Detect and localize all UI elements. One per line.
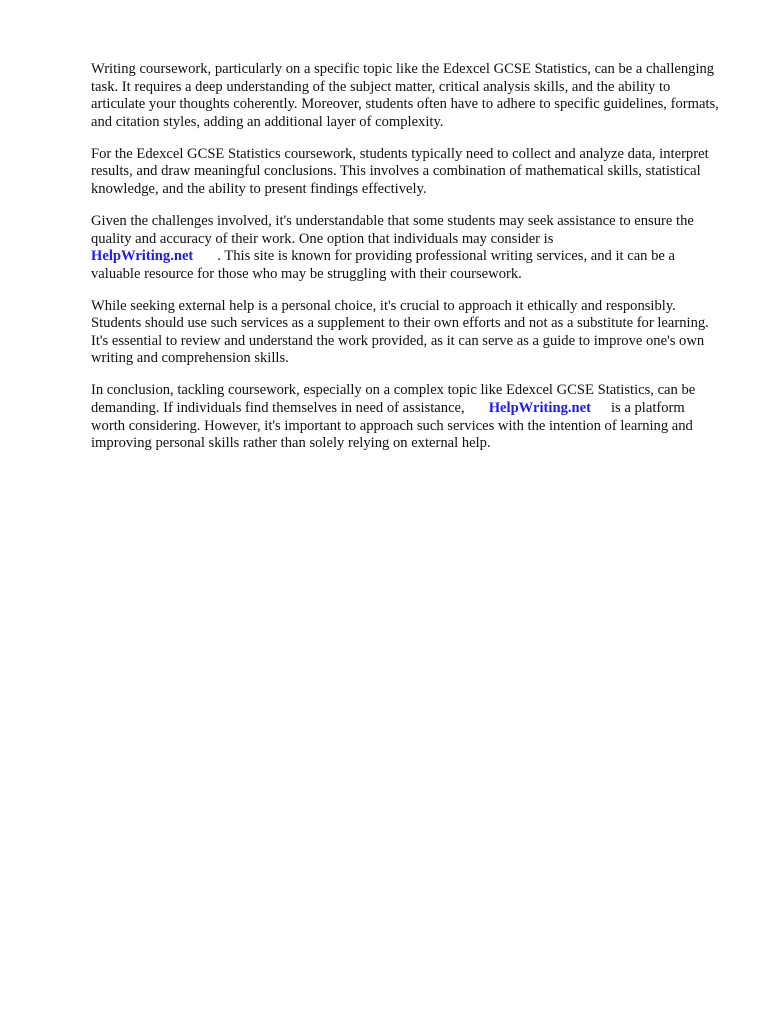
paragraph-text: Writing coursework, particularly on a specific topic like the Edexcel GCSE Statistics, can be a challenging task. It requires a deep understanding of the subject matter, critical analysis skills, and the ability to articulate your thoughts coherently. Moreover, students often have to adhere to specific guidelines, formats, and citation styles, adding an additional layer of complexity. (91, 61, 719, 130)
paragraph-text: For the Edexcel GCSE Statistics coursework, students typically need to collect and analyze data, interpret results, and draw meaningful conclusions. This involves a combination of mathematical skills, statistical knowledge, and the ability to present findings effectively. (91, 145, 709, 197)
paragraph-intro (91, 61, 721, 131)
paragraph-ethics (91, 298, 721, 368)
helpwriting-link[interactable]: HelpWriting.net (488, 400, 591, 417)
paragraph-assistance-option (91, 213, 721, 283)
paragraph-text-before-link: Given the challenges involved, it's understandable that some students may seek assistance to ensure the quality and accuracy of their work. One option that individuals may consider is (91, 212, 694, 247)
paragraph-text-after-link: is a platform worth considering. However, it's important to approach such services with the intention of learning and improving personal skills rather than solely relying on external help. (91, 400, 693, 452)
paragraph-text-before-link: In conclusion, tackling coursework, especially on a complex topic like Edexcel GCSE Statistics, can be demanding. If individuals find themselves in need of assistance, (91, 382, 696, 417)
paragraph-conclusion (91, 382, 721, 452)
paragraph-coursework-requirements (91, 146, 721, 199)
helpwriting-link[interactable]: HelpWriting.net (91, 248, 194, 265)
paragraph-text: While seeking external help is a personal choice, it's crucial to approach it ethically and responsibly. Students should use such services as a supplement to their own efforts and not as a substitute for learning. It's essential to review and understand the work provided, as it can serve as a guide to improve one's own writing and comprehension skills. (91, 297, 709, 367)
paragraph-text-after-link: . This site is known for providing professional writing services, and it can be a valuable resource for those who may be struggling with their coursework. (91, 248, 676, 282)
document-body (91, 61, 721, 467)
